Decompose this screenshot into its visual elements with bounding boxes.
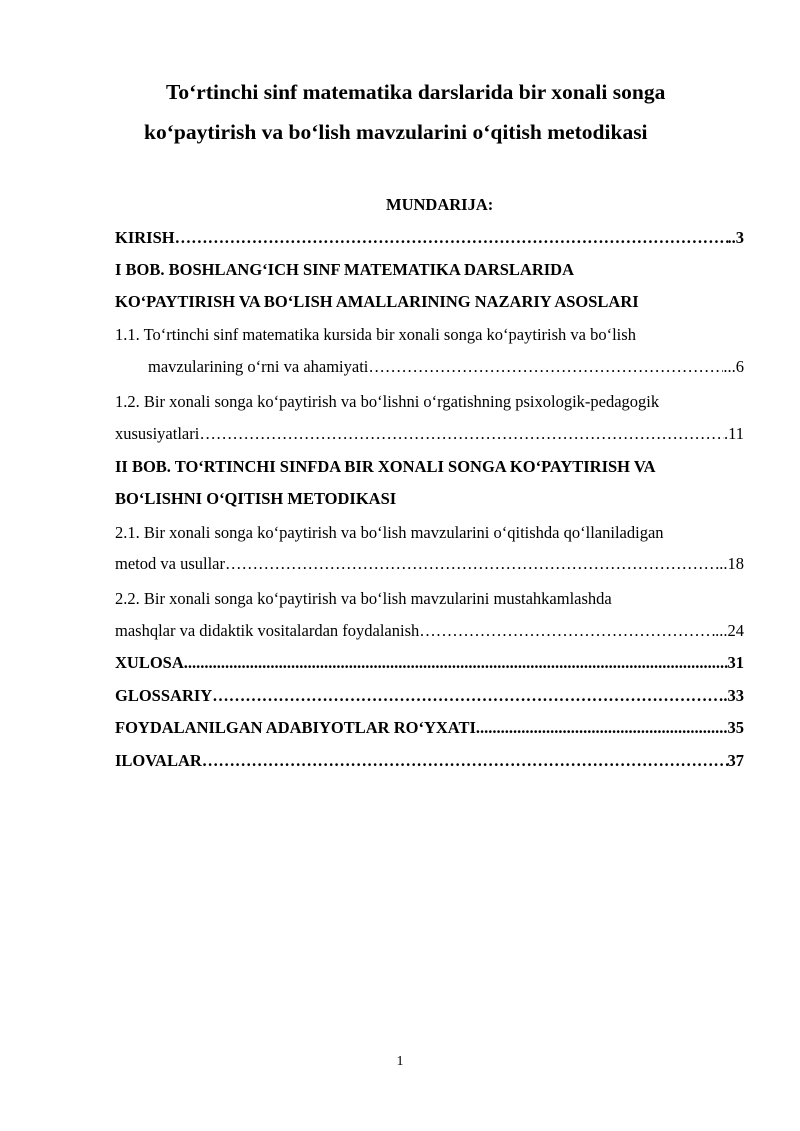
toc-page-number: ...24 (715, 621, 744, 640)
toc-entry-glossariy[interactable] (115, 684, 744, 708)
toc-leader-dots (175, 226, 728, 250)
toc-section-2-2-line-2[interactable] (115, 619, 744, 643)
toc-entry-label: KIRISH (115, 228, 175, 247)
toc-leader-dots (368, 355, 723, 379)
toc-entry-label: mavzularining o‘rni va ahamiyati (148, 357, 369, 376)
toc-entry-kirish[interactable] (115, 226, 744, 250)
toc-leader-dots (202, 749, 728, 773)
toc-entry-label: GLOSSARIY (115, 686, 213, 705)
toc-entry-label: xususiyatlari (115, 424, 200, 443)
toc-entry-label: XULOSA (115, 653, 184, 672)
toc-entry-label: ILOVALAR (115, 751, 202, 770)
toc-section-1-1-line-2[interactable] (148, 355, 744, 379)
document-title-line-2: ko‘paytirish va bo‘lish mavzularini o‘qitish metodikasi (144, 120, 648, 144)
toc-page-number: 35 (727, 718, 744, 737)
toc-section-2-1-line-1[interactable]: 2.1. Bir xonali songa ko‘paytirish va bo‘lish mavzularini o‘qitishda qo‘llaniladigan (115, 523, 664, 542)
toc-chapter-1-line-2[interactable]: KO‘PAYTIRISH VA BO‘LISH AMALLARINING NAZARIY ASOSLARI (115, 292, 639, 311)
toc-entry-label: mashqlar va didaktik vositalardan foydalanish (115, 621, 420, 640)
toc-entry-xulosa[interactable] (115, 651, 744, 675)
toc-entry-label: FOYDALANILGAN ADABIYOTLAR RO‘YXATI (115, 718, 476, 737)
toc-page-number: .11 (723, 424, 744, 443)
toc-chapter-1-line-1[interactable]: I BOB. BOSHLANG‘ICH SINF MATEMATIKA DARSLARIDA (115, 260, 575, 279)
toc-section-2-1-line-2[interactable] (115, 552, 744, 576)
toc-leader-dots (476, 716, 728, 740)
document-title-line-1: To‘rtinchi sinf matematika darslarida bir xonali songa (166, 80, 666, 104)
toc-heading: MUNDARIJA: (386, 195, 494, 214)
toc-leader-dots (212, 684, 723, 708)
toc-leader-dots (199, 422, 724, 446)
toc-leader-dots (419, 619, 715, 643)
toc-leader-dots (225, 552, 719, 576)
toc-entry-adabiyotlar[interactable] (115, 716, 744, 740)
toc-section-2-2-line-1[interactable]: 2.2. Bir xonali songa ko‘paytirish va bo‘lish mavzularini mustahkamlashda (115, 589, 612, 608)
toc-entry-ilovalar[interactable] (115, 749, 744, 773)
page-number: 1 (396, 1054, 404, 1069)
toc-section-1-1-line-1[interactable]: 1.1. To‘rtinchi sinf matematika kursida bir xonali songa ko‘paytirish va bo‘lish (115, 325, 636, 344)
toc-page-number: 37 (727, 751, 744, 770)
toc-page-number: 31 (727, 653, 744, 672)
toc-entry-label: metod va usullar (115, 554, 225, 573)
toc-page-number: ...6 (723, 357, 744, 376)
toc-page-number: ..3 (727, 228, 744, 247)
toc-chapter-2-line-2[interactable]: BO‘LISHNI O‘QITISH METODIKASI (115, 489, 397, 508)
toc-page-number: .33 (723, 686, 744, 705)
toc-section-1-2-line-2[interactable] (115, 422, 744, 446)
toc-leader-dots (184, 651, 728, 675)
toc-chapter-2-line-1[interactable]: II BOB. TO‘RTINCHI SINFDA BIR XONALI SONGA KO‘PAYTIRISH VA (115, 457, 656, 476)
toc-section-1-2-line-1[interactable]: 1.2. Bir xonali songa ko‘paytirish va bo‘lishni o‘rgatishning psixologik-pedagogik (115, 392, 660, 411)
toc-page-number: ..18 (719, 554, 744, 573)
